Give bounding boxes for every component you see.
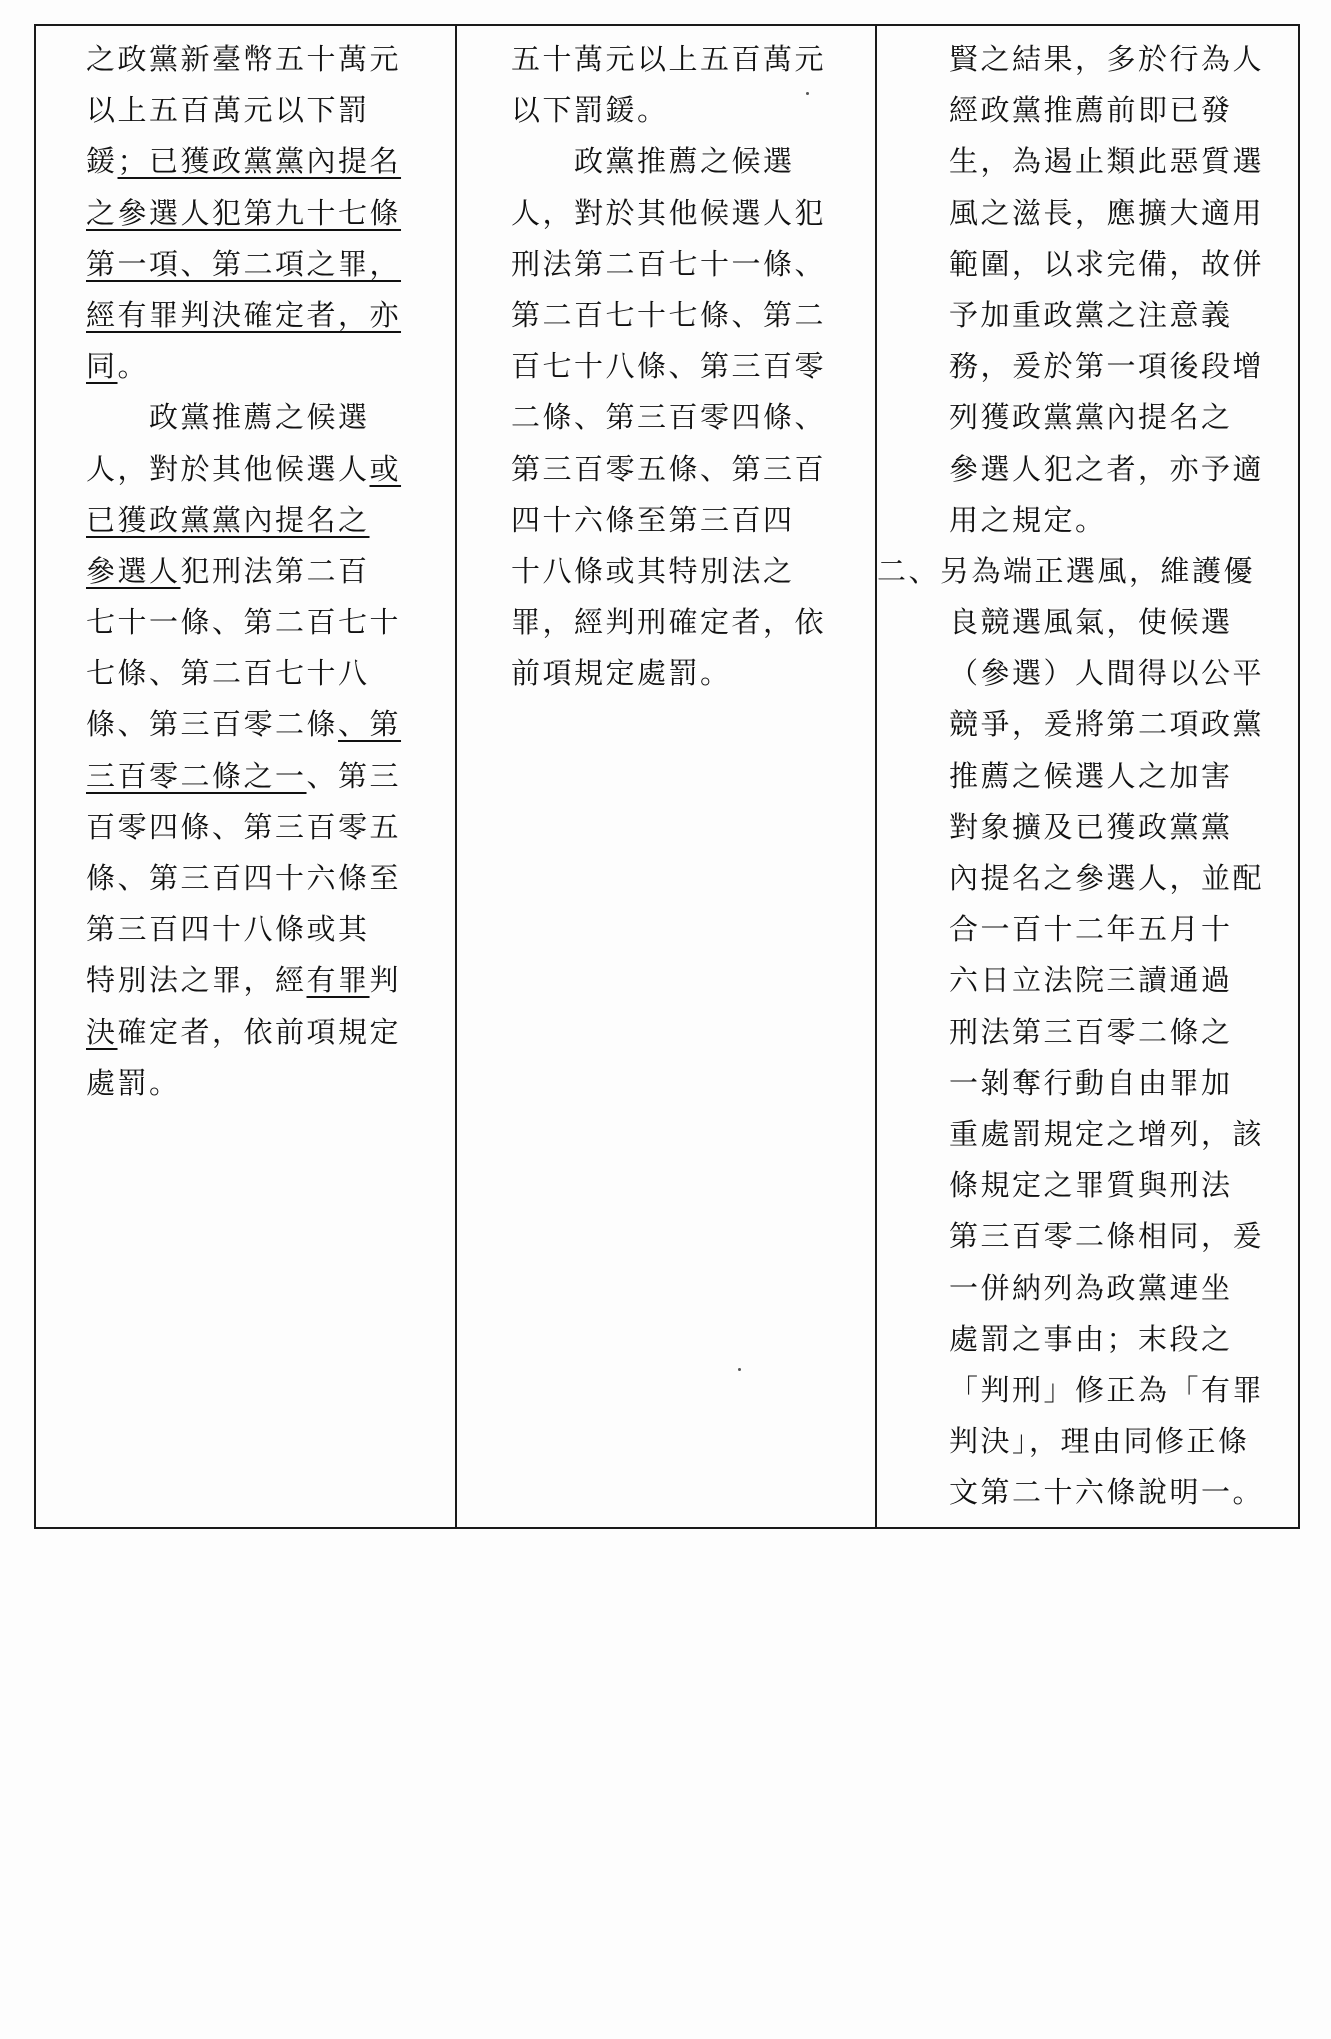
text-line bbox=[877, 597, 1264, 648]
text-run: 第三百零五條、第三百 bbox=[511, 451, 827, 486]
text-run: 、第三 bbox=[306, 758, 402, 793]
text-run: 。 bbox=[117, 349, 150, 384]
underlined-text: ；已獲政黨黨內提名 bbox=[117, 144, 402, 179]
explanation-column bbox=[877, 26, 1298, 1527]
text-run: 第三百四十八條或其 bbox=[86, 912, 370, 947]
text-run: 特別法之罪，經 bbox=[86, 963, 307, 998]
text-line bbox=[877, 239, 1264, 290]
text-run: 二條、第三百零四條、 bbox=[511, 400, 827, 435]
text-run: 重處罰規定之增列，該 bbox=[949, 1116, 1265, 1151]
text-line bbox=[511, 546, 826, 597]
text-run: 另為端正選風，維護優 bbox=[940, 553, 1256, 588]
text-run: 條、第三百四十六條至 bbox=[86, 861, 402, 895]
text-run: 刑法第三百零二條之 bbox=[949, 1014, 1233, 1049]
text-line bbox=[511, 34, 826, 85]
text-line bbox=[511, 341, 826, 392]
text-line bbox=[877, 341, 1264, 392]
underlined-text: 之參選人犯第九十七條 bbox=[86, 195, 402, 230]
text-line bbox=[86, 904, 401, 955]
text-run: 範圍，以求完備，故併 bbox=[949, 246, 1265, 281]
text-run: 百七十八條、第三百零 bbox=[511, 349, 827, 384]
text-line bbox=[511, 290, 826, 341]
text-line bbox=[86, 648, 401, 699]
text-run: 以上五百萬元以下罰 bbox=[86, 93, 370, 128]
text-line bbox=[877, 136, 1264, 187]
text-run: 人，對於其他候選人 bbox=[86, 451, 370, 486]
text-line bbox=[511, 444, 826, 495]
text-run: 條規定之罪質與刑法 bbox=[949, 1168, 1233, 1203]
text-line bbox=[877, 85, 1264, 136]
text-run: 風之滋長，應擴大適用 bbox=[949, 195, 1265, 230]
text-line bbox=[86, 546, 401, 597]
text-line bbox=[877, 546, 1264, 597]
current-text-column bbox=[457, 26, 877, 1527]
text-run: 內提名之參選人，並配 bbox=[949, 861, 1265, 895]
text-line bbox=[877, 34, 1264, 85]
text-run: 政黨推薦之候選 bbox=[86, 400, 370, 435]
text-line bbox=[877, 1211, 1264, 1262]
underlined-text: 決 bbox=[86, 1014, 118, 1049]
underlined-text: 三百零二條之一 bbox=[86, 758, 307, 793]
underlined-text: 同 bbox=[86, 349, 118, 384]
text-line bbox=[86, 1058, 401, 1109]
text-line bbox=[511, 136, 826, 187]
text-line bbox=[86, 597, 401, 648]
text-line bbox=[86, 699, 401, 750]
text-line bbox=[511, 648, 826, 699]
text-line bbox=[877, 1314, 1264, 1365]
underlined-text: 第一項、第二項之罪， bbox=[86, 246, 402, 281]
text-run: 處罰。 bbox=[86, 1065, 181, 1100]
text-line bbox=[511, 597, 826, 648]
text-line bbox=[86, 1007, 401, 1058]
text-run: 百零四條、第三百零五 bbox=[86, 809, 402, 844]
text-line bbox=[877, 1007, 1264, 1058]
underlined-text: 、第 bbox=[338, 707, 402, 742]
text-line bbox=[86, 188, 401, 239]
text-line bbox=[877, 955, 1264, 1006]
text-line bbox=[877, 751, 1264, 802]
text-run: 四十六條至第三百四 bbox=[511, 502, 795, 537]
text-run: （參選）人間得以公平 bbox=[949, 656, 1265, 691]
text-run: 判決」，理由同修正條 bbox=[949, 1424, 1250, 1459]
text-run: 予加重政黨之注意義 bbox=[949, 297, 1233, 332]
text-line bbox=[877, 392, 1264, 443]
text-run: 賢之結果，多於行為人 bbox=[949, 42, 1265, 76]
text-run: 處罰之事由；末段之 bbox=[949, 1321, 1233, 1356]
text-line bbox=[511, 392, 826, 443]
text-run: 列獲政黨黨內提名之 bbox=[949, 400, 1233, 435]
text-line bbox=[877, 802, 1264, 853]
text-run: 一剝奪行動自由罪加 bbox=[949, 1065, 1233, 1100]
text-run: 前項規定處罰。 bbox=[511, 656, 732, 691]
scan-speck bbox=[806, 92, 809, 95]
text-line bbox=[877, 904, 1264, 955]
current-text-lines bbox=[511, 34, 826, 699]
text-run: 參選人犯之者，亦予適 bbox=[949, 451, 1265, 486]
text-run: 經政黨推薦前即已發 bbox=[949, 93, 1233, 128]
scan-speck bbox=[738, 1368, 741, 1371]
text-run: 文第二十六條說明一。 bbox=[949, 1475, 1265, 1510]
text-run: 五十萬元以上五百萬元 bbox=[511, 42, 827, 76]
text-run: 政黨推薦之候選 bbox=[511, 144, 795, 179]
text-line bbox=[877, 1160, 1264, 1211]
amendment-comparison-table bbox=[34, 24, 1300, 1529]
text-run: 七條、第二百七十八 bbox=[86, 656, 370, 691]
text-line bbox=[877, 444, 1264, 495]
text-line bbox=[86, 751, 401, 802]
text-run: 競爭，爰將第二項政黨 bbox=[949, 707, 1265, 742]
text-line bbox=[86, 239, 401, 290]
amended-text-lines bbox=[86, 34, 401, 1109]
text-line bbox=[511, 85, 826, 136]
text-line bbox=[877, 1263, 1264, 1314]
text-line bbox=[877, 188, 1264, 239]
text-run: 判 bbox=[369, 963, 402, 998]
text-run: 人，對於其他候選人犯 bbox=[511, 195, 827, 230]
text-line bbox=[877, 1365, 1264, 1416]
text-line bbox=[877, 495, 1264, 546]
text-line bbox=[86, 802, 401, 853]
text-line bbox=[86, 34, 401, 85]
text-line bbox=[86, 341, 401, 392]
text-run: 「判刑」修正為「有罪 bbox=[949, 1372, 1265, 1407]
text-line bbox=[511, 239, 826, 290]
text-run: 罪，經判刑確定者，依 bbox=[511, 605, 827, 640]
underlined-text: 有罪 bbox=[306, 963, 370, 998]
text-run: 以下罰鍰。 bbox=[511, 93, 669, 128]
text-run: 推薦之候選人之加害 bbox=[949, 758, 1233, 793]
text-run: 之政黨新臺幣五十萬元 bbox=[86, 42, 402, 76]
text-run: 合一百十二年五月十 bbox=[949, 912, 1233, 947]
text-run: 良競選風氣，使候選 bbox=[949, 605, 1233, 640]
underlined-text: 參選人 bbox=[86, 553, 181, 588]
text-run: 第三百零二條相同，爰 bbox=[949, 1219, 1265, 1254]
text-line bbox=[511, 188, 826, 239]
text-run: 對象擴及已獲政黨黨 bbox=[949, 809, 1233, 844]
text-run: 用之規定。 bbox=[949, 502, 1107, 537]
amended-text-column bbox=[36, 26, 457, 1527]
text-line bbox=[877, 699, 1264, 750]
text-line bbox=[86, 495, 401, 546]
text-run: 犯刑法第二百 bbox=[180, 553, 370, 588]
text-run: 第二百七十七條、第二 bbox=[511, 297, 827, 332]
text-line bbox=[877, 1058, 1264, 1109]
text-run: 務，爰於第一項後段增 bbox=[949, 349, 1265, 384]
text-line bbox=[86, 136, 401, 187]
text-run: 鍰 bbox=[86, 144, 118, 179]
text-line bbox=[86, 392, 401, 443]
text-line bbox=[877, 1467, 1264, 1518]
text-line bbox=[86, 853, 401, 904]
underlined-text: 已獲政黨黨內提名之 bbox=[86, 502, 370, 537]
text-line bbox=[86, 955, 401, 1006]
list-marker: 二、 bbox=[877, 553, 941, 588]
underlined-text: 或 bbox=[369, 451, 402, 486]
text-run: 條、第三百零二條 bbox=[86, 707, 339, 742]
explanation-lines bbox=[877, 34, 1264, 1518]
text-line bbox=[877, 648, 1264, 699]
text-line bbox=[86, 290, 401, 341]
text-run: 刑法第二百七十一條、 bbox=[511, 246, 827, 281]
text-line bbox=[877, 853, 1264, 904]
text-run: 七十一條、第二百七十 bbox=[86, 605, 402, 640]
text-line bbox=[877, 1416, 1264, 1467]
text-line bbox=[86, 85, 401, 136]
text-run: 一併納列為政黨連坐 bbox=[949, 1270, 1233, 1305]
text-line bbox=[877, 290, 1264, 341]
underlined-text: 經有罪判決確定者，亦 bbox=[86, 297, 402, 332]
text-run: 確定者，依前項規定 bbox=[117, 1014, 402, 1049]
text-run: 六日立法院三讀通過 bbox=[949, 963, 1233, 998]
text-line bbox=[511, 495, 826, 546]
text-line bbox=[86, 444, 401, 495]
text-run: 十八條或其特別法之 bbox=[511, 553, 795, 588]
text-line bbox=[877, 1109, 1264, 1160]
text-run: 生，為遏止類此惡質選 bbox=[949, 144, 1265, 179]
